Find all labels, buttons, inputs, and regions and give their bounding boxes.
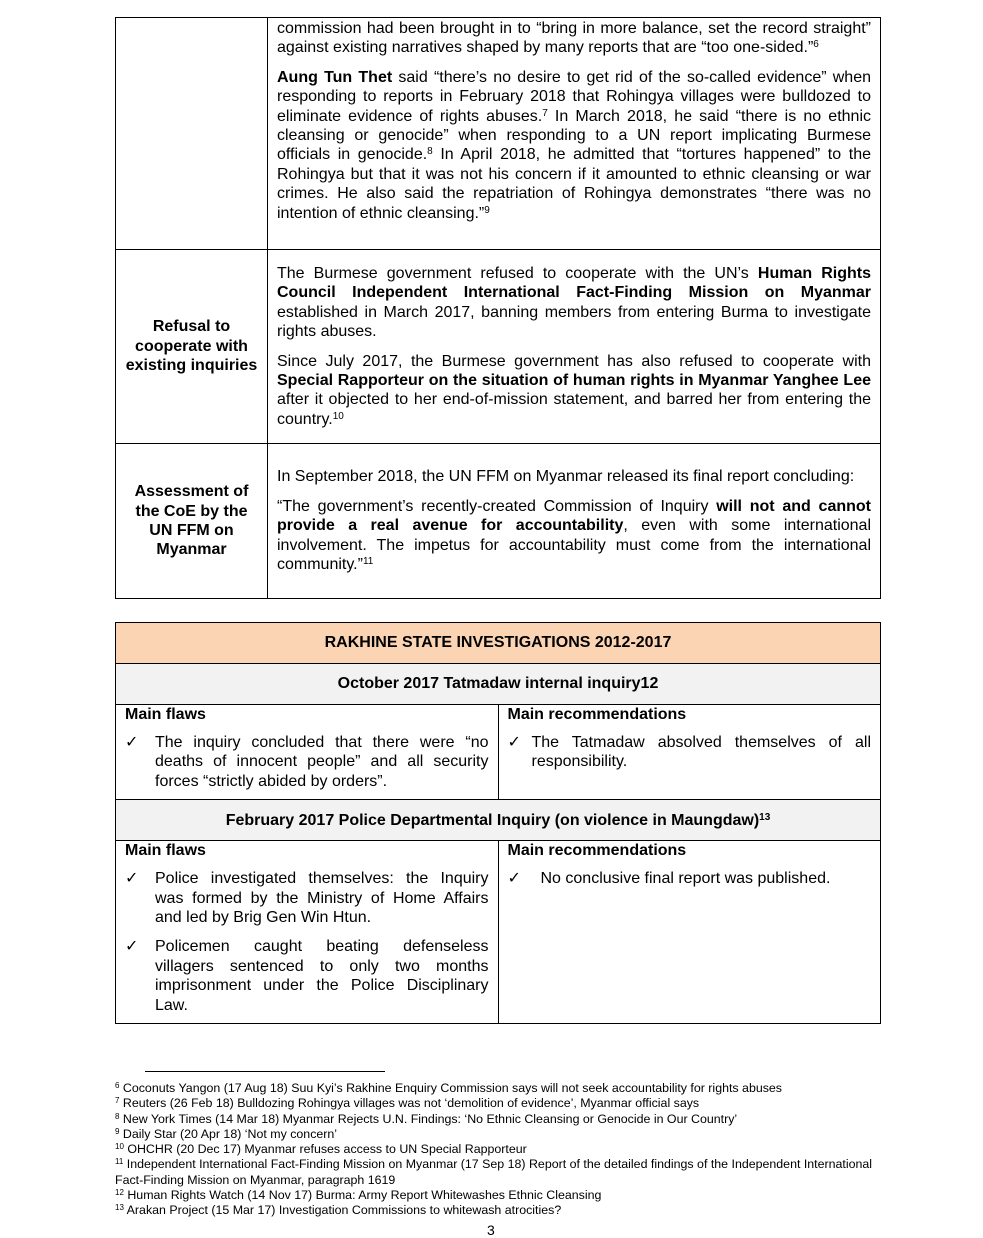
list-item: ✓ Police investigated themselves: the Inquiry was formed by the Ministry of Home Affairs and led by Brig Gen Win Htun. <box>125 870 489 927</box>
footnote-ref: 7 <box>542 107 548 119</box>
footnote-ref: 11 <box>362 556 374 568</box>
footnote-ref: 6 <box>813 39 819 51</box>
table-title: RAKHINE STATE INVESTIGATIONS 2012-2017 <box>116 623 881 664</box>
footnote: $^{13}$ Arakan Project (15 Mar 17) Investigation Commissions to whitewash atrocities? <box>115 1203 562 1218</box>
footnote: $^{12}$ Human Rights Watch (14 Nov 17) Burma: Army Report Whitewashes Ethnic Cleansing <box>115 1188 602 1203</box>
flaws-column <box>116 841 499 1024</box>
footnote-ref: 8 <box>427 146 433 158</box>
section-title: October 2017 Tatmadaw internal inquiry12 <box>116 664 881 705</box>
paragraph: Since July 2017, the Burmese government has also refused to cooperate with Special Rapporteur on the situation of human rights in Myanmar Yanghee Lee after it objected to her end-of-mission statement, and barred her from entering the country.$^{10}$ <box>277 352 871 428</box>
table-row <box>116 623 881 664</box>
row-body <box>268 444 881 599</box>
paragraph: commission had been brought in to “bring in more balance, set the record straight” against existing narratives shaped by many reports that are “too one-sided.”$^6$ <box>277 20 871 57</box>
row-body <box>268 250 881 444</box>
column-heading: Main flaws <box>125 842 206 860</box>
table-row <box>116 250 881 444</box>
paragraph: The Burmese government refused to cooperate with the UN’s Human Rights Council Independent International Fact-Finding Mission on Myanmar established in March 2017, banning members from entering Burma to investigate rights abuses. <box>277 264 871 341</box>
column-heading: Main recommendations <box>507 842 687 860</box>
list-item: ✓ The Tatmadaw absolved themselves of all responsibility. <box>507 734 871 771</box>
paragraph: In September 2018, the UN FFM on Myanmar released its final report concluding: <box>277 468 855 486</box>
section-title: February 2017 Police Departmental Inquiry (on violence in Maungdaw)$^{13}$ <box>116 800 881 841</box>
footnotes <box>115 1081 873 1219</box>
table-row <box>116 800 881 841</box>
footnote-ref: 10 <box>332 410 344 422</box>
row-label-empty <box>116 18 268 250</box>
table-row <box>116 18 881 250</box>
list-item: ✓ The inquiry concluded that there were “no deaths of innocent people” and all security forces “strictly abided by orders”. <box>125 734 489 790</box>
paragraph: “The government’s recently-created Commission of Inquiry will not and cannot provide a real avenue for accountability, even with some international involvement. The impetus for accountability must come from the international community.”$^{11}$ <box>277 497 871 574</box>
footnote: $^8$ New York Times (14 Mar 18) Myanmar Rejects U.N. Findings: ‘No Ethnic Cleansing or Genocide in Our Country’ <box>115 1111 738 1126</box>
flaws-list <box>125 869 489 1015</box>
check-icon: ✓ <box>125 870 139 888</box>
check-icon: ✓ <box>125 938 139 956</box>
recommendations-list <box>508 869 872 888</box>
footnote: $^{10}$ OHCHR (20 Dec 17) Myanmar refuses access to UN Special Rapporteur <box>115 1142 527 1157</box>
page-number: 3 <box>487 1222 495 1238</box>
row-label: Refusal to cooperate with existing inquiries <box>116 250 268 444</box>
paragraph: Aung Tun Thet said “there’s no desire to get rid of the so-called evidence” when responding to reports in February 2018 that Rohingya villages were bulldozed to eliminate evidence of rights abuses.$^7$ In March 2018, he said “there is no ethnic cleansing or genocide” when responding to a UN report implicating Burmese officials in genocide.$^8$ In April 2018, he admitted that “tortures happened” to the Rohingya but that it was not his concern if it amounted to ethnic cleansing or war crimes. He also said the repatriation of Rohingya demonstrates “there was no intention of ethnic cleansing.”$^9$ <box>277 68 871 222</box>
table-row <box>116 841 881 1024</box>
table-row <box>116 705 881 800</box>
flaws-list <box>125 733 489 791</box>
row-body <box>268 18 881 250</box>
list-item: ✓ No conclusive final report was published. <box>507 870 831 888</box>
footnote-ref: 9 <box>484 204 490 216</box>
flaws-column <box>116 705 499 800</box>
check-icon: ✓ <box>507 734 521 751</box>
footnote-ref: 13 <box>759 811 771 823</box>
investigations-table <box>115 622 881 1024</box>
table-row <box>116 664 881 705</box>
footnote: $^9$ Daily Star (20 Apr 18) ‘Not my concern’ <box>115 1126 338 1141</box>
column-heading: Main flaws <box>125 706 206 723</box>
footnote: $^6$ Coconuts Yangon (17 Aug 18) Suu Kyi’s Rakhine Enquiry Commission says will not seek accountability for rights abuses <box>115 1081 783 1095</box>
list-item: ✓ Policemen caught beating defenseless villagers sentenced to only two months imprisonment under the Police Disciplinary Law. <box>125 938 489 1014</box>
person-name: Aung Tun Thet <box>277 68 393 86</box>
table-row <box>116 444 881 599</box>
check-icon: ✓ <box>125 734 139 751</box>
row-label: Assessment of the CoE by the UN FFM on Myanmar <box>116 444 268 599</box>
footnote: $^7$ Reuters (26 Feb 18) Bulldozing Rohingya villages was not ‘demolition of evidence’, Myanmar official says <box>115 1096 700 1111</box>
footnote-divider <box>145 1071 385 1072</box>
footnote: $^{11}$ Independent International Fact-Finding Mission on Myanmar (17 Sep 18) Report of the detailed findings of the Independent International Fact-Finding Mission on Myanmar, paragraph 1619 <box>115 1157 873 1187</box>
recommendations-column <box>498 705 881 800</box>
column-heading: Main recommendations <box>507 706 687 723</box>
check-icon: ✓ <box>507 870 521 888</box>
profiles-table <box>115 17 881 599</box>
recommendations-column <box>498 841 881 1024</box>
recommendations-list <box>508 733 872 772</box>
